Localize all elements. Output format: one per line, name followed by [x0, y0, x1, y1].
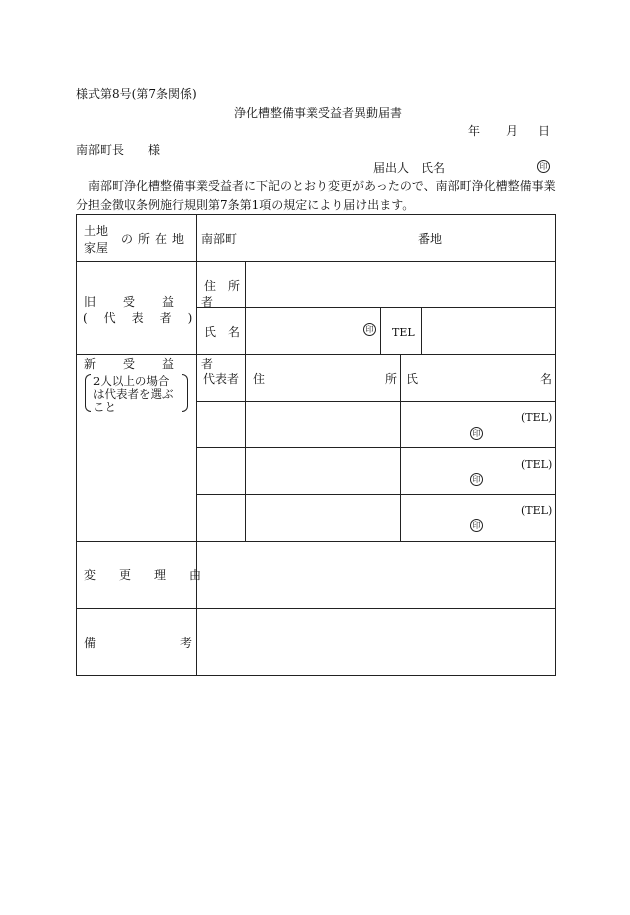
body-text-line2: 分担金徴収条例施行規則第7条第1項の規定により届け出ます。 — [76, 198, 415, 212]
applicant-name-label: 氏名 — [421, 161, 446, 175]
name-label: 氏名 — [204, 325, 253, 339]
new-beneficiary-note — [85, 374, 188, 412]
representative-label: 代表者 — [203, 372, 240, 386]
applicant-label: 届出人 — [373, 161, 410, 175]
old-beneficiary-label: 旧受益者 — [84, 295, 241, 309]
date-year-label: 年 — [468, 124, 481, 138]
land-label: 土地 — [84, 224, 109, 238]
seal-icon-new-3: 印 — [470, 519, 483, 532]
tel-paren-2: (TEL) — [521, 458, 553, 471]
old-representative-label: (代表者) — [83, 311, 209, 325]
col-address-start: 住 — [253, 372, 266, 386]
banchi-label: 番地 — [418, 232, 443, 246]
tel-paren-3: (TEL) — [521, 504, 553, 517]
form-table — [76, 214, 556, 676]
form-number: 様式第8号(第7条関係) — [76, 87, 197, 101]
seal-icon-new-1: 印 — [470, 427, 483, 440]
seal-icon-old: 印 — [363, 323, 376, 336]
address-label: 住所 — [204, 279, 253, 293]
col-name-end: 名 — [540, 372, 553, 386]
remarks-label-start: 備 — [84, 636, 97, 650]
change-reason-label: 変更理由 — [84, 568, 225, 582]
tel-label: TEL — [392, 326, 415, 339]
seal-icon-new-2: 印 — [470, 473, 483, 486]
note-text: 2人以上の場合 は代表者を選ぶ こと — [93, 374, 174, 414]
col-address-end: 所 — [385, 372, 398, 386]
new-beneficiary-label: 新受益者 — [84, 357, 241, 371]
addressee: 南部町長 — [76, 143, 125, 157]
document-title: 浄化槽整備事業受益者異動届書 — [234, 106, 403, 120]
seal-icon: 印 — [537, 160, 550, 173]
col-name-start: 氏 — [406, 372, 419, 386]
location-label: の所在地 — [121, 232, 190, 246]
right-bracket — [182, 374, 188, 412]
date-day-label: 日 — [538, 124, 551, 138]
town-name: 南部町 — [201, 232, 238, 246]
addressee-suffix: 様 — [148, 143, 161, 157]
date-month-label: 月 — [506, 124, 519, 138]
body-text-line1: 南部町浄化槽整備事業受益者に下記のとおり変更があったので、南部町浄化槽整備事業 — [88, 179, 556, 193]
left-bracket — [85, 374, 91, 412]
house-label: 家屋 — [84, 241, 109, 255]
remarks-label-end: 考 — [180, 636, 193, 650]
tel-paren-1: (TEL) — [521, 411, 553, 424]
